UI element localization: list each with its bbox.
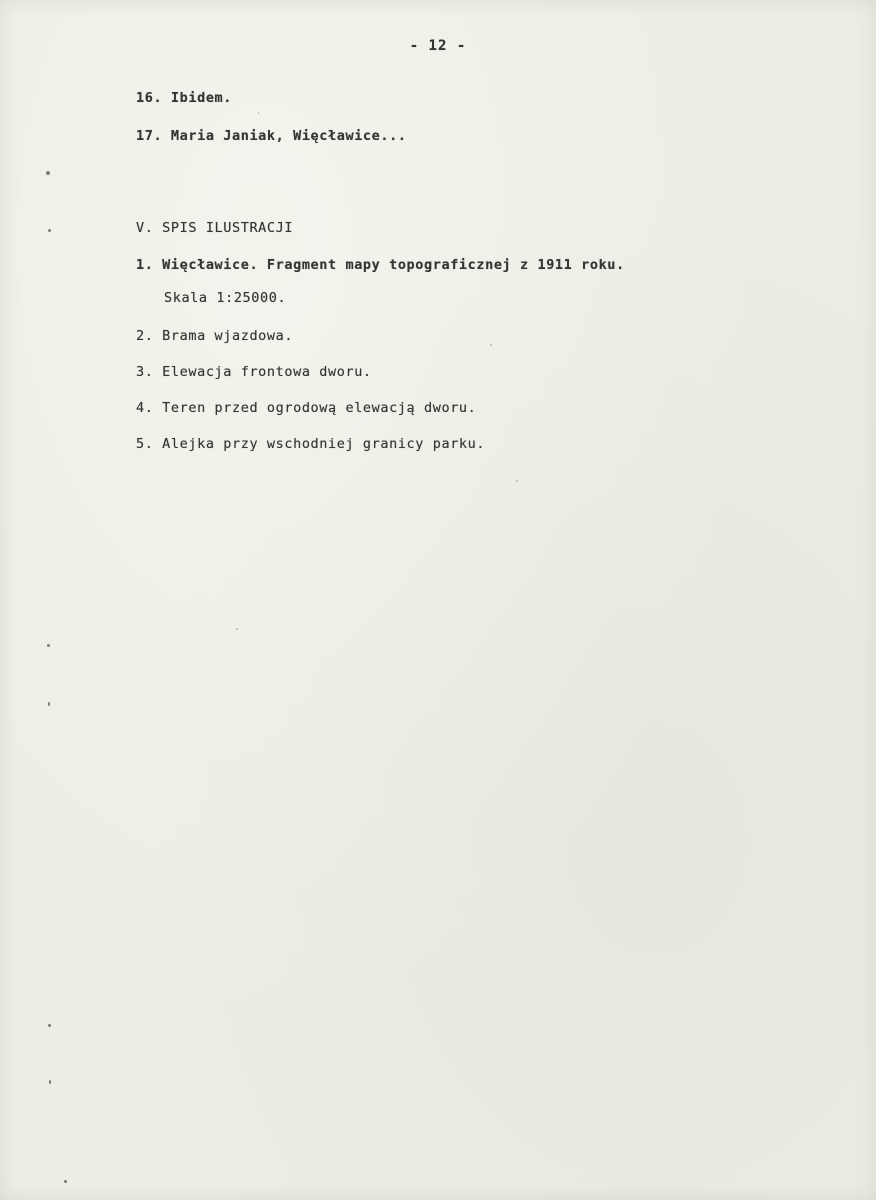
section-heading: V. SPIS ILUSTRACJI	[136, 220, 294, 236]
footnote-17: 17. Maria Janiak, Więcławice...	[136, 128, 407, 144]
paper-speck	[516, 480, 518, 482]
margin-mark	[46, 171, 50, 175]
illustration-item-2: 2. Brama wjazdowa.	[136, 328, 294, 344]
illustration-item-1-continuation: Skala 1:25000.	[164, 290, 287, 306]
paper-speck	[236, 628, 238, 630]
paper-speck	[258, 112, 259, 114]
illustration-item-5: 5. Alejka przy wschodniej granicy parku.	[136, 436, 486, 452]
illustration-item-3: 3. Elewacja frontowa dworu.	[136, 364, 372, 380]
paper-speck	[490, 344, 492, 346]
margin-mark	[48, 1024, 51, 1027]
footnote-16: 16. Ibidem.	[136, 90, 233, 106]
page-number: - 12 -	[409, 38, 467, 54]
illustration-item-4: 4. Teren przed ogrodową elewacją dworu.	[136, 400, 477, 416]
illustration-item-1: 1. Więcławice. Fragment mapy topograficznej z 1911 roku.	[136, 257, 625, 273]
margin-mark	[64, 1180, 67, 1183]
margin-mark	[48, 702, 50, 706]
margin-mark	[48, 229, 51, 232]
margin-mark	[49, 1080, 51, 1084]
margin-mark	[47, 644, 50, 647]
